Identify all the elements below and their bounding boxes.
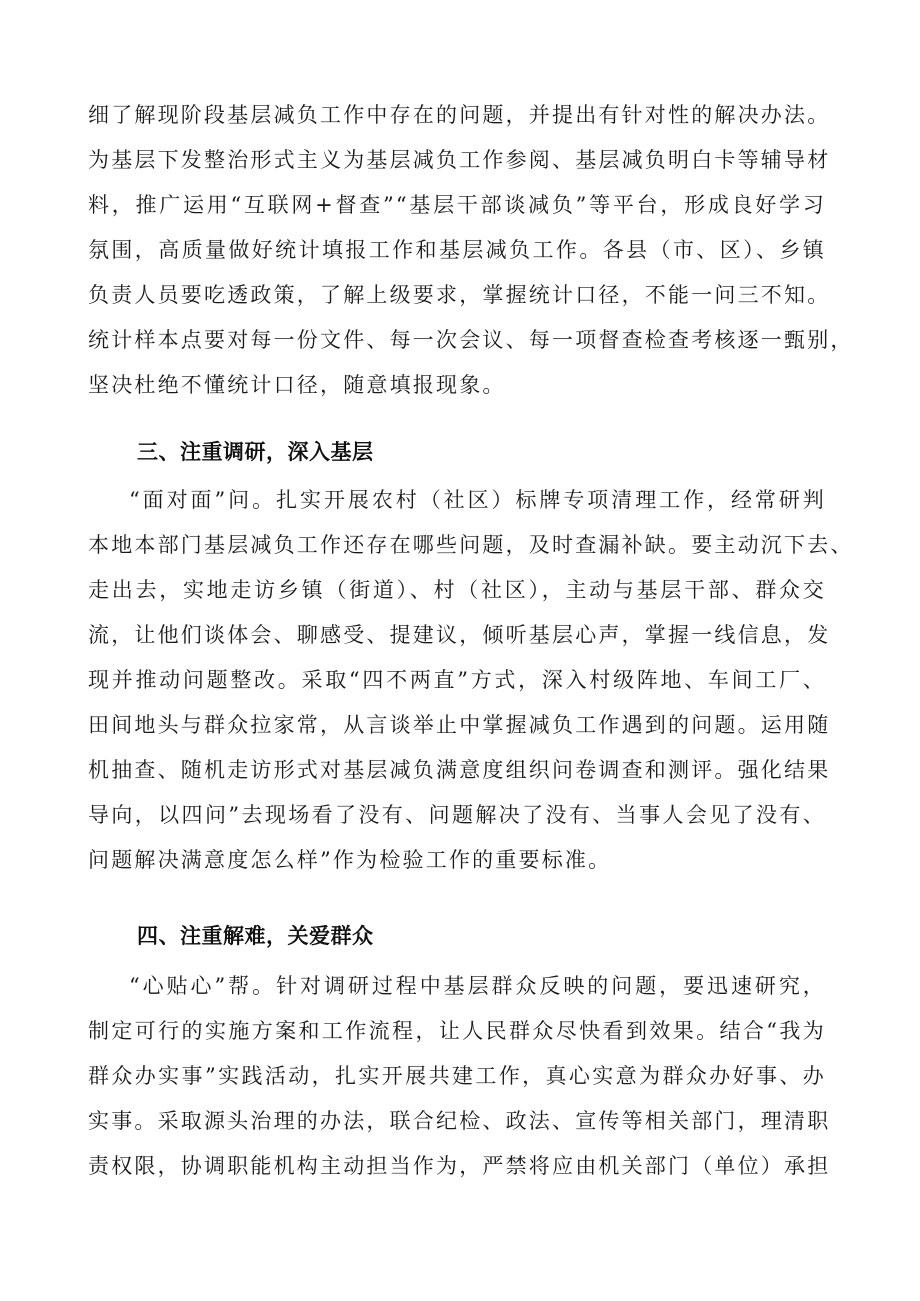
text-line: 群众办实事”实践活动，扎实开展共建工作，真心实意为群众办好事、办: [88, 1064, 826, 1088]
text-line: 统计样本点要对每一份文件、每一次会议、每一项督查检查考核逐一甄别，: [88, 328, 854, 352]
text-line: 料，推广运用“互联网+督查”“基层干部谈减负”等平台，形成良好学习: [88, 193, 826, 217]
text-line: 细了解现阶段基层减负工作中存在的问题，并提出有针对性的解决办法。: [88, 103, 831, 127]
text-line: 流，让他们谈体会、聊感受、提建议，倾听基层心声，掌握一线信息，发: [88, 623, 831, 647]
text-line: 责权限，协调职能机构主动担当作为，严禁将应由机关部门（单位）承担: [88, 1154, 831, 1178]
text-line: 制定可行的实施方案和工作流程，让人民群众尽快看到效果。结合“我为: [88, 1019, 826, 1043]
text-line: 田间地头与群众拉家常，从言谈举止中掌握减负工作遇到的问题。运用随: [88, 713, 831, 737]
text-line: 本地本部门基层减负工作还存在哪些问题，及时查漏补缺。要主动沉下去、: [88, 533, 854, 557]
section-heading-4: 四、注重解难，关爱群众: [137, 924, 374, 948]
text-line: 为基层下发整治形式主义为基层减负工作参阅、基层减负明白卡等辅导材: [88, 148, 831, 172]
text-line: “心贴心”帮。针对调研过程中基层群众反映的问题，要迅速研究，: [129, 974, 826, 998]
text-line: 走出去，实地走访乡镇（街道）、村（社区），主动与基层干部、群众交: [88, 578, 826, 602]
section-heading-3: 三、注重调研，深入基层: [137, 440, 374, 464]
text-line: “面对面”问。扎实开展农村（社区）标牌专项清理工作，经常研判: [129, 488, 826, 512]
text-line: 问题解决满意度怎么样”作为检验工作的重要标准。: [88, 848, 612, 872]
text-line: 现并推动问题整改。采取“四不两直”方式，深入村级阵地、车间工厂、: [88, 668, 826, 692]
text-line: 坚决杜绝不懂统计口径，随意填报现象。: [88, 373, 506, 397]
text-line: 负责人员要吃透政策，了解上级要求，掌握统计口径，不能一问三不知。: [88, 283, 831, 307]
text-line: 机抽查、随机走访形式对基层减负满意度组织问卷调查和测评。强化结果: [88, 758, 831, 782]
text-line: 氛围，高质量做好统计填报工作和基层减负工作。各县（市、区）、乡镇: [88, 238, 826, 262]
text-line: 导向，以四问”去现场看了没有、问题解决了没有、当事人会见了没有、: [88, 803, 826, 827]
text-line: 实事。采取源头治理的办法，联合纪检、政法、宣传等相关部门，理清职: [88, 1109, 831, 1133]
